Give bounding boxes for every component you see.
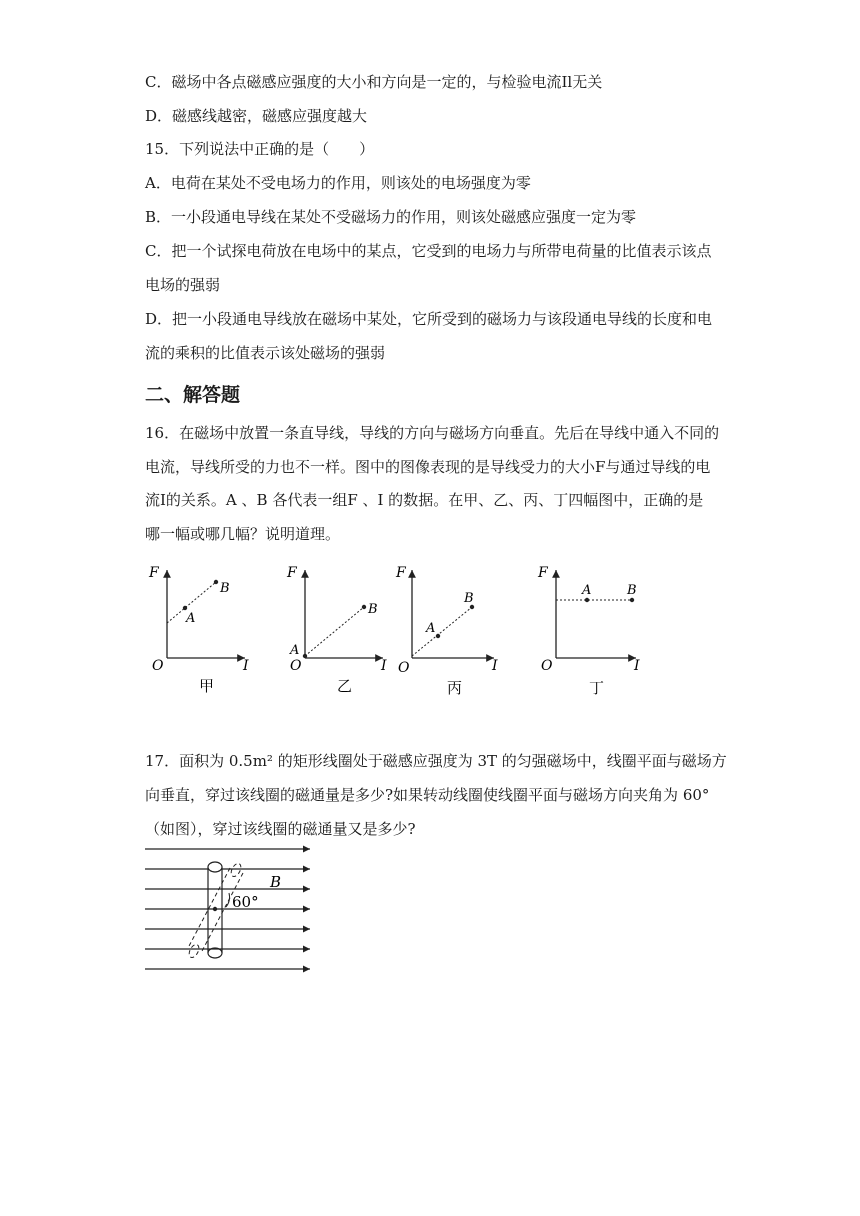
graph-ding-b-label: B [627, 583, 637, 598]
graph-bing-point-a [436, 634, 440, 638]
graph-bing-b-label: B [464, 591, 474, 606]
graph-yi-caption: 乙 [337, 677, 353, 695]
graph-jia-caption: 甲 [199, 677, 215, 695]
q17-line3: （如图），穿过该线圈的磁通量又是多少? [145, 820, 416, 838]
graph-bing-f-label: F [396, 565, 406, 581]
q15-option-a: A．电荷在某处不受电场力的作用，则该处的电场强度为零 [145, 174, 531, 192]
q15-stem: 15．下列说法中正确的是（ ） [145, 140, 375, 158]
graph-bing-caption: 丙 [447, 679, 463, 697]
graph-yi [286, 565, 387, 695]
graph-jia-point-a [183, 606, 187, 610]
graph-jia-f-label: F [149, 565, 159, 581]
graph-ding-f-label: F [538, 565, 548, 581]
graph-jia-i-label: I [243, 658, 249, 674]
q16-graphs [0, 560, 860, 720]
q15-option-c-line1: C．把一个试探电荷放在电场中的某点，它受到的电场力与所带电荷量的比值表示该点 [145, 242, 712, 260]
graph-yi-origin: O [290, 658, 302, 674]
graph-jia-a-label: A [186, 611, 196, 626]
graph-ding-i-label: I [634, 658, 640, 674]
graph-yi-i-label: I [381, 658, 387, 674]
graph-bing [395, 565, 498, 697]
q15-option-c-line2: 电场的强弱 [145, 276, 221, 294]
graph-jia-b-label: B [220, 581, 230, 596]
graph-yi-f-label: F [287, 565, 297, 581]
graph-bing-i-label: I [492, 658, 498, 674]
coil-center [213, 907, 217, 911]
graph-yi-b-label: B [368, 602, 378, 617]
q16-line2: 电流，导线所受的力也不一样。图中的图像表现的是导线受力的大小F与通过导线的电 [145, 458, 711, 476]
graph-bing-origin: O [398, 660, 410, 676]
graph-jia-origin: O [152, 658, 164, 674]
graph-yi-point-a [303, 654, 307, 658]
q15-option-b: B．一小段通电导线在某处不受磁场力的作用，则该处磁感应强度一定为零 [145, 208, 637, 226]
graph-ding-caption: 丁 [589, 679, 605, 697]
q15-option-d-line1: D．把一小段通电导线放在磁场中某处，它所受到的磁场力与该段通电导线的长度和电 [145, 310, 713, 328]
graph-jia [148, 565, 249, 695]
q14-option-d: D．磁感线越密，磁感应强度越大 [145, 107, 368, 125]
graph-ding-a-label: A [582, 583, 592, 598]
graph-ding [537, 565, 640, 697]
section-heading: 二、解答题 [145, 384, 241, 406]
graph-ding-point-b [630, 598, 634, 602]
q16-line3: 流I的关系。A 、B 各代表一组F 、I 的数据。在甲、乙、丙、丁四幅图中，正确的是 [145, 491, 704, 509]
angle-label: 60° [232, 893, 259, 911]
graph-yi-line [305, 607, 364, 656]
graph-jia-point-b [214, 580, 218, 584]
q17-line1: 17．面积为 0.5m² 的矩形线圈处于磁感应强度为 3T 的匀强磁场中，线圈平面与磁场方 [145, 752, 727, 770]
q17-line2: 向垂直，穿过该线圈的磁通量是多少?如果转动线圈使线圈平面与磁场方向夹角为 60° [145, 786, 710, 804]
graph-yi-point-b [362, 605, 366, 609]
graph-bing-a-label: A [426, 621, 436, 636]
graph-bing-line [412, 607, 472, 656]
field-b-label: B [270, 873, 282, 891]
q15-option-d-line2: 流的乘积的比值表示该处磁场的强弱 [145, 344, 386, 362]
q17-field-figure [0, 835, 860, 985]
graph-yi-a-label: A [290, 643, 300, 658]
graph-ding-point-a [585, 598, 589, 602]
field-lines [145, 849, 310, 969]
q14-option-c: C．磁场中各点磁感应强度的大小和方向是一定的，与检验电流Il无关 [145, 73, 603, 91]
q16-line1: 16．在磁场中放置一条直导线，导线的方向与磁场方向垂直。先后在导线中通入不同的 [145, 424, 720, 442]
graph-ding-origin: O [541, 658, 553, 674]
q16-line4: 哪一幅或哪几幅？说明道理。 [145, 525, 341, 543]
